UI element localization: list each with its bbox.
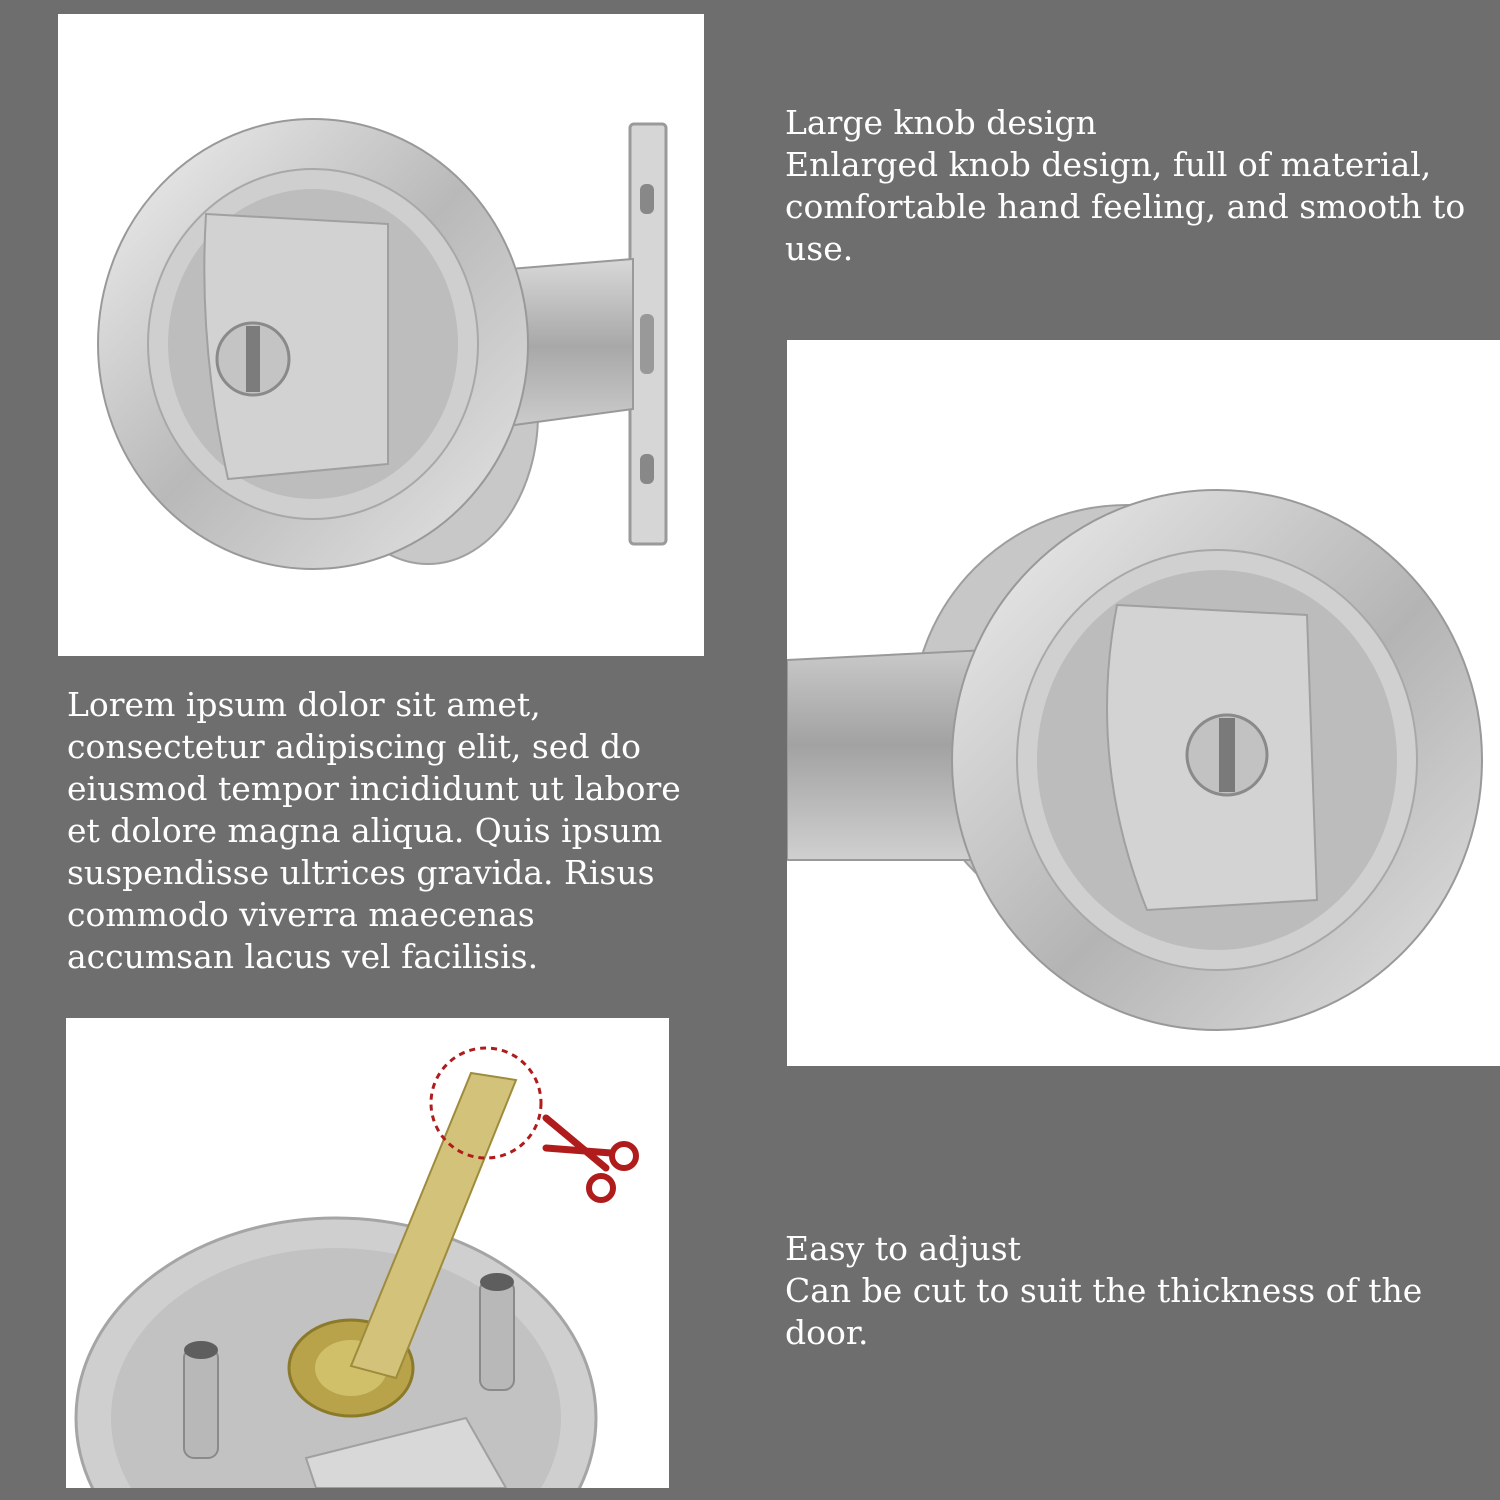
product-photo-knob-front — [58, 14, 704, 656]
feature-large-knob — [785, 102, 1490, 270]
spindle-illustration — [66, 1018, 669, 1488]
product-photo-knob-side — [787, 340, 1500, 1066]
description-paragraph: Lorem ipsum dolor sit amet, consectetur adipiscing elit, sed do eiusmod tempor incididunt ut labore et dolore magna aliqua. Quis ipsum suspendisse ultrices gravida. Risus commodo viverra maecenas accumsan lacus vel facilisis. — [67, 685, 681, 976]
knob-front-illustration — [58, 14, 704, 656]
feature-body: Enlarged knob design, full of material, comfortable hand feeling, and smooth to use. — [785, 145, 1466, 268]
scissors-icon — [536, 1108, 646, 1208]
feature-heading: Easy to adjust — [785, 1229, 1021, 1268]
feature-easy-adjust — [785, 1228, 1490, 1354]
knob-side-illustration — [787, 340, 1500, 1066]
product-photo-spindle — [66, 1018, 669, 1488]
feature-heading: Large knob design — [785, 103, 1097, 142]
feature-body: Can be cut to suit the thickness of the door. — [785, 1271, 1423, 1352]
